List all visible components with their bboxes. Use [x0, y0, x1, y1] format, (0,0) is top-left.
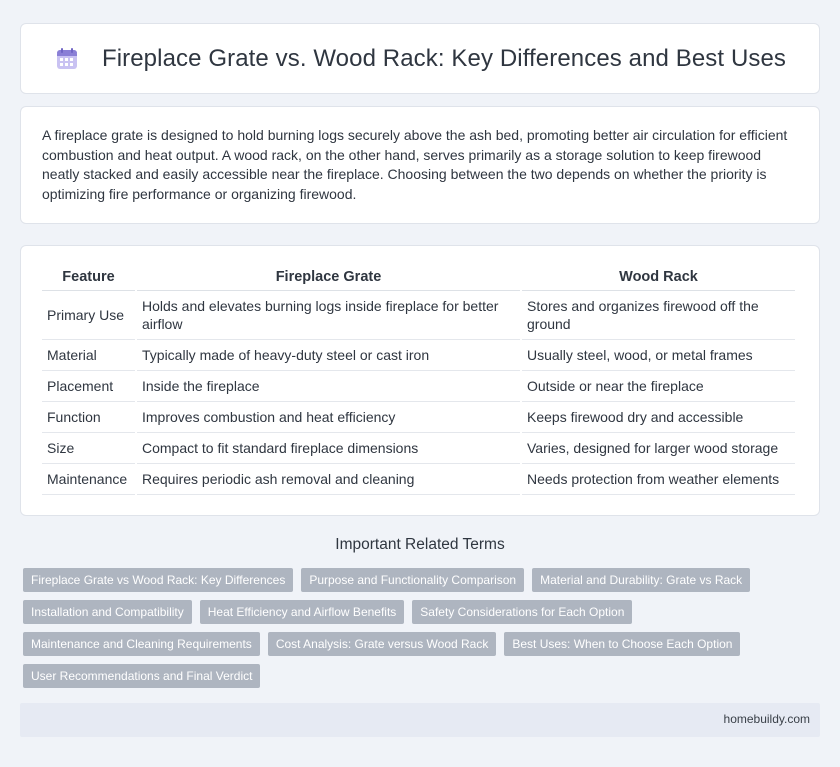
intro-text: A fireplace grate is designed to hold burning logs securely above the ash bed, promoting better air circulation for efficient combustion and heat output. A wood rack, on the other hand, serves primarily as a storage solution to keep firewood neatly stacked and easily accessible near the fireplace. Choosing between the two depends on whether the priority is optimizing fire performance or organizing firewood.: [42, 127, 788, 202]
feature-cell: Function: [42, 402, 135, 433]
table-row: [42, 291, 795, 340]
table-row: [42, 371, 795, 402]
rack-cell: Stores and organizes firewood off the ground: [522, 291, 795, 340]
feature-cell: Placement: [42, 371, 135, 402]
intro-card: [20, 106, 820, 224]
rack-cell: Usually steel, wood, or metal frames: [522, 340, 795, 371]
column-header-rack: Wood Rack: [522, 264, 795, 291]
related-term-link[interactable]: Best Uses: When to Choose Each Option: [504, 632, 740, 656]
feature-cell: Size: [42, 433, 135, 464]
table-header-row: [42, 264, 795, 291]
grate-cell: Inside the fireplace: [137, 371, 520, 402]
page-title: Fireplace Grate vs. Wood Rack: Key Differences and Best Uses: [101, 44, 787, 72]
related-term-link[interactable]: User Recommendations and Final Verdict: [23, 664, 260, 688]
footer-site-link[interactable]: homebuildy.com: [723, 712, 810, 726]
table-row: [42, 433, 795, 464]
related-terms-list: [23, 568, 823, 696]
grate-cell: Typically made of heavy-duty steel or cast iron: [137, 340, 520, 371]
column-header-grate: Fireplace Grate: [137, 264, 520, 291]
table-row: [42, 340, 795, 371]
column-header-feature: Feature: [42, 264, 135, 291]
feature-cell: Material: [42, 340, 135, 371]
grate-cell: Requires periodic ash removal and cleaning: [137, 464, 520, 495]
related-term-link[interactable]: Cost Analysis: Grate versus Wood Rack: [268, 632, 497, 656]
feature-cell: Primary Use: [42, 291, 135, 340]
comparison-card: [20, 245, 820, 516]
grate-cell: Compact to fit standard fireplace dimensions: [137, 433, 520, 464]
related-term-link[interactable]: Installation and Compatibility: [23, 600, 192, 624]
comparison-table: [40, 264, 797, 495]
related-term-link[interactable]: Safety Considerations for Each Option: [412, 600, 632, 624]
page-header: [20, 23, 820, 94]
rack-cell: Needs protection from weather elements: [522, 464, 795, 495]
grate-cell: Holds and elevates burning logs inside fireplace for better airflow: [137, 291, 520, 340]
table-row: [42, 402, 795, 433]
related-term-link[interactable]: Maintenance and Cleaning Requirements: [23, 632, 260, 656]
rack-cell: Outside or near the fireplace: [522, 371, 795, 402]
rack-cell: Keeps firewood dry and accessible: [522, 402, 795, 433]
feature-cell: Maintenance: [42, 464, 135, 495]
rack-cell: Varies, designed for larger wood storage: [522, 433, 795, 464]
related-term-link[interactable]: Heat Efficiency and Airflow Benefits: [200, 600, 405, 624]
table-row: [42, 464, 795, 495]
related-term-link[interactable]: Purpose and Functionality Comparison: [301, 568, 524, 592]
grate-cell: Improves combustion and heat efficiency: [137, 402, 520, 433]
related-terms-heading: Important Related Terms: [335, 536, 505, 553]
footer: [20, 703, 820, 737]
calendar-icon: [54, 46, 80, 72]
related-term-link[interactable]: Fireplace Grate vs Wood Rack: Key Differences: [23, 568, 293, 592]
related-term-link[interactable]: Material and Durability: Grate vs Rack: [532, 568, 750, 592]
